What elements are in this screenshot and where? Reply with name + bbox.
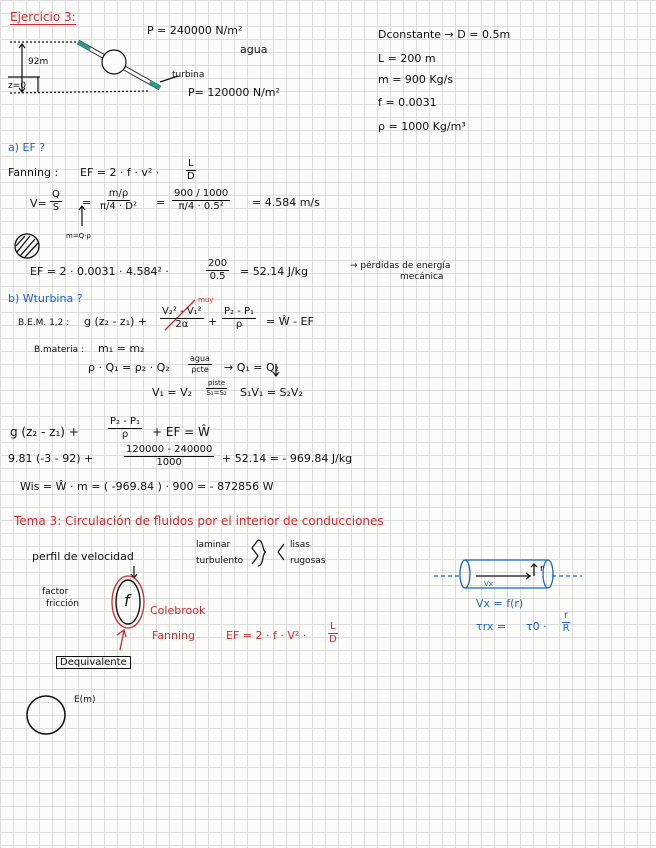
fanning-label-red: Fanning <box>152 629 196 642</box>
tau-frac: $\frac{r}{R}$ <box>562 610 570 634</box>
q-over-s: $\frac{Q}{S}$ <box>52 189 60 213</box>
vx-eq: Vx = f(r) <box>476 597 524 610</box>
tau-lhs: τrx = <box>476 620 507 633</box>
v-label: V= <box>30 197 47 210</box>
velocity-result: = 4.584 m/s <box>252 196 320 209</box>
given-mass: m = 900 Kg/s <box>378 73 454 86</box>
perfil-label: perfil de velocidad <box>32 550 134 563</box>
given-length: L = 200 m <box>378 52 436 65</box>
rhoq-eq: ρ · Q₁ = ρ₂ · Q₂ <box>88 361 170 374</box>
rugosas-label: rugosas <box>290 556 326 566</box>
bem-pressure: $\frac{\text{P₂ - P₁}}{\rho}$ <box>224 306 255 330</box>
pipe-out <box>150 82 160 88</box>
fanning-eq-red: EF = 2 · f · V² · <box>226 629 307 642</box>
equals-2: = <box>156 196 166 209</box>
ef-frac: $\frac{200}{0.5}$ <box>208 258 228 282</box>
pipe-frac: piste S₁=S₂ <box>206 379 227 397</box>
exercise-title: Ejercicio 3: <box>10 10 76 24</box>
ef-calc: EF = 2 · 0.0031 · 4.584² · <box>30 265 169 278</box>
height-label: 92m <box>28 57 49 67</box>
given-friction: f = 0.0031 <box>378 96 437 109</box>
power-result: Wis = Ŵ · m = ( -969.84 ) · 900 = - 872856 W <box>20 480 274 493</box>
laminar-label: laminar <box>196 540 231 550</box>
bem-rhs: = Ŵ - EF <box>266 315 314 328</box>
bmat-eq: m₁ = m₂ <box>98 342 145 355</box>
factor-label: factor <box>42 587 69 597</box>
mass-note: m=Q·ρ <box>66 232 91 240</box>
given-density: ρ = 1000 Kg/m³ <box>378 120 466 133</box>
em-circle <box>27 696 65 734</box>
hatched-circle <box>15 234 39 258</box>
bottom-level-line <box>10 91 150 93</box>
colebrook-label: Colebrook <box>150 604 206 617</box>
eq2-frac: $\frac{\text{P₂ - P₁}}{\rho}$ <box>110 416 141 440</box>
lisas-label: lisas <box>290 540 310 550</box>
bem-eq: g (z₂ - z₁) + <box>84 315 148 328</box>
ef-result: = 52.14 J/kg <box>240 265 309 278</box>
z0-label: z=0 <box>8 81 26 91</box>
bem-kinetic: $\frac{\text{V₂² - V₁²}}{2\alpha}$ <box>162 306 202 330</box>
pipe-diagram <box>434 560 582 588</box>
bem-label: B.E.M. 1,2 : <box>18 318 70 328</box>
fanning-frac: $\frac{L}{D}$ <box>186 158 195 182</box>
perdidas-note: → pérdidas de energía <box>350 261 451 271</box>
q-eq: → Q₁ = Q₂ <box>224 361 280 374</box>
fanning-frac-red: $\frac{L}{D}$ <box>328 621 337 645</box>
fanning-formula: EF = 2 · f · v² · <box>80 166 160 179</box>
pressure-1: P = 240000 N/m² <box>147 24 243 37</box>
turbine-label: turbina <box>172 70 205 80</box>
mecanica-note: mecánica <box>400 272 444 282</box>
calc-lhs: 9.81 (-3 - 92) + <box>8 452 94 465</box>
r-label: r <box>540 564 544 574</box>
eq2-rhs: + EF = Ŵ <box>152 425 210 439</box>
equals-1: = <box>82 196 92 209</box>
eq2-lhs: g (z₂ - z₁) + <box>10 425 79 439</box>
calc-frac: $\frac{120000 - 240000}{1000}$ <box>126 444 213 468</box>
mrho-frac: $\frac{m/\rho}{\text{π/4 · D²}}$ <box>100 188 137 212</box>
part-b-heading: b) Wturbina ? <box>8 292 83 305</box>
vx-label: Vx <box>484 580 493 588</box>
tau-zero: τ0 · <box>526 620 547 633</box>
turbulento-label: turbulento <box>196 556 244 566</box>
em-label: E(m) <box>74 695 96 705</box>
brace-left <box>252 540 258 564</box>
calc-rhs: + 52.14 = - 969.84 J/kg <box>222 452 353 465</box>
dequivalente-box: Dequivalente <box>56 656 131 669</box>
plus-1: + <box>208 315 218 328</box>
brace-small <box>278 544 284 560</box>
friccion-label: fricción <box>46 599 79 609</box>
turbine-circle <box>102 50 126 74</box>
v-eq: V₁ = V₂ <box>152 386 193 399</box>
f-symbol: f <box>124 591 130 610</box>
brace-right <box>258 540 266 566</box>
part-a-heading: a) EF ? <box>8 141 46 154</box>
fluid-label: agua <box>240 43 268 56</box>
agua-frac: agua ρcte <box>190 354 210 374</box>
tema-title: Tema 3: Circulación de fluidos por el interior de conducciones <box>14 514 384 528</box>
s-eq: S₁V₁ = S₂V₂ <box>240 386 303 399</box>
given-diameter: Dconstante → D = 0.5m <box>378 28 511 41</box>
bmat-label: B.materia : <box>34 345 84 355</box>
muy-note: muy <box>198 296 214 304</box>
fanning-label: Fanning : <box>8 166 59 179</box>
velocity-frac: $\frac{900 / 1000}{\text{π/4 · 0.5²}}$ <box>174 188 229 212</box>
pressure-2: P= 120000 N/m² <box>188 86 280 99</box>
